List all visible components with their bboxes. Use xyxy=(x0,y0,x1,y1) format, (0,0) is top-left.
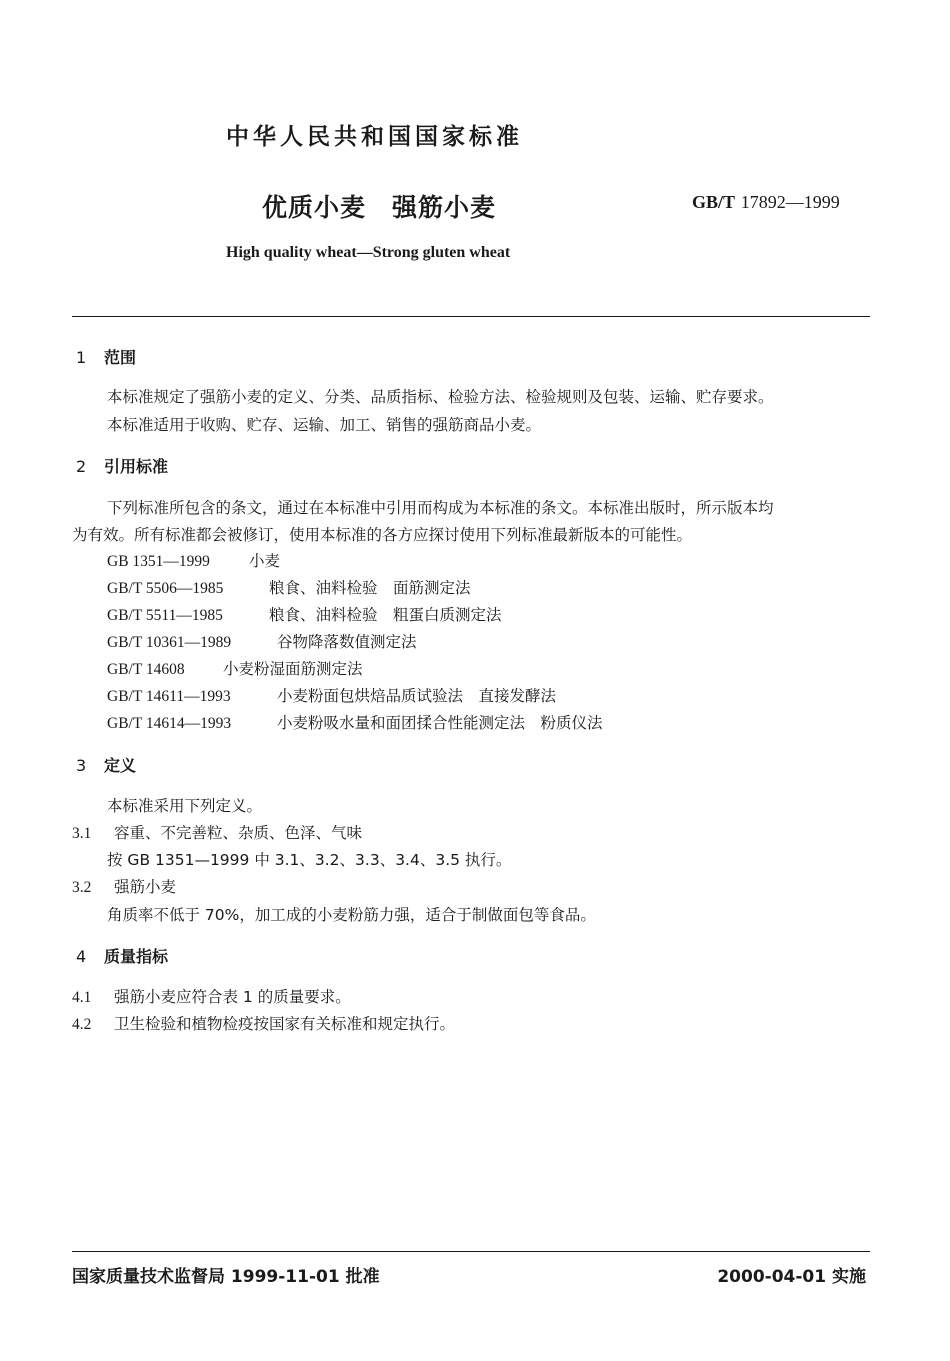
section-1-title: 范围 xyxy=(104,348,137,367)
section-3-intro: 本标准采用下列定义。 xyxy=(107,797,263,815)
reference-item xyxy=(107,549,280,571)
reference-title: 粮食、油料检验 面筋测定法 xyxy=(269,579,471,597)
reference-item xyxy=(107,711,603,733)
title-part1: 优质小麦 xyxy=(262,193,367,222)
section-1-para-2: 本标准适用于收购、贮存、运输、加工、销售的强筋商品小麦。 xyxy=(107,416,542,434)
section-1-heading xyxy=(76,345,136,368)
section-2-heading xyxy=(76,454,168,477)
reference-code: GB/T 14614—1993 xyxy=(107,715,232,732)
clause-4-1-text: 强筋小麦应符合表 1 的质量要求。 xyxy=(114,988,351,1006)
section-4-title: 质量指标 xyxy=(104,947,169,966)
section-3-title: 定义 xyxy=(104,756,137,775)
reference-item xyxy=(107,657,363,679)
reference-title: 谷物降落数值测定法 xyxy=(277,633,417,651)
reference-item xyxy=(107,630,417,652)
definition-3-1-body: 按 GB 1351—1999 中 3.1、3.2、3.3、3.4、3.5 执行。 xyxy=(107,851,512,869)
reference-code: GB/T 5506—1985 xyxy=(107,580,224,597)
reference-item xyxy=(107,684,556,706)
standard-code-prefix: GB/T xyxy=(692,192,736,212)
definition-3-1-num: 3.1 xyxy=(72,825,92,842)
english-title: High quality wheat—Strong gluten wheat xyxy=(226,244,511,261)
header-divider xyxy=(72,316,870,317)
title-part2: 强筋小麦 xyxy=(392,193,497,222)
document-title xyxy=(262,188,496,224)
section-2-num: 2 xyxy=(76,457,87,476)
definition-3-2-title: 强筋小麦 xyxy=(114,878,177,896)
section-1-para-1: 本标准规定了强筋小麦的定义、分类、品质指标、检验方法、检验规则及包装、运输、贮存要求。 xyxy=(107,388,774,406)
standard-code xyxy=(692,192,840,213)
clause-4-1-num: 4.1 xyxy=(72,989,92,1006)
reference-title: 小麦 xyxy=(249,552,281,570)
section-2-intro-line-2: 为有效。所有标准都会被修订，使用本标准的各方应探讨使用下列标准最新版本的可能性。 xyxy=(72,526,693,544)
definition-3-1-heading xyxy=(72,821,362,843)
section-2-title: 引用标准 xyxy=(104,457,169,476)
clause-4-2 xyxy=(72,1012,455,1034)
reference-code: GB 1351—1999 xyxy=(107,553,210,570)
reference-item xyxy=(107,603,502,625)
clause-4-2-num: 4.2 xyxy=(72,1016,92,1033)
section-3-num: 3 xyxy=(76,756,87,775)
section-2-intro-line-1: 下列标准所包含的条文，通过在本标准中引用而构成为本标准的条文。本标准出版时，所示版本均 xyxy=(107,499,774,517)
reference-code: GB/T 14611—1993 xyxy=(107,688,231,705)
definition-3-2-num: 3.2 xyxy=(72,879,92,896)
definition-3-2-heading xyxy=(72,875,176,897)
section-3-heading xyxy=(76,753,136,776)
approval-date: 国家质量技术监督局 1999-11-01 批准 xyxy=(72,1267,380,1287)
section-4-num: 4 xyxy=(76,947,87,966)
reference-code: GB/T 10361—1989 xyxy=(107,634,232,651)
definition-3-1-title: 容重、不完善粒、杂质、色泽、气味 xyxy=(114,824,363,842)
reference-title: 粮食、油料检验 粗蛋白质测定法 xyxy=(269,606,502,624)
reference-code: GB/T 14608 xyxy=(107,661,185,678)
reference-item xyxy=(107,576,471,598)
reference-title: 小麦粉面包烘焙品质试验法 直接发酵法 xyxy=(277,687,557,705)
definition-3-2-body: 角质率不低于 70%，加工成的小麦粉筋力强，适合于制做面包等食品。 xyxy=(107,906,596,924)
issuing-authority: 中华人民共和国国家标准 xyxy=(226,124,523,150)
standard-code-number: 17892—1999 xyxy=(740,192,840,212)
clause-4-1 xyxy=(72,985,351,1007)
reference-title: 小麦粉吸水量和面团揉合性能测定法 粉质仪法 xyxy=(277,714,603,732)
clause-4-2-text: 卫生检验和植物检疫按国家有关标准和规定执行。 xyxy=(114,1015,456,1033)
reference-code: GB/T 5511—1985 xyxy=(107,607,223,624)
section-4-heading xyxy=(76,944,168,967)
section-1-num: 1 xyxy=(76,348,87,367)
effective-date: 2000-04-01 实施 xyxy=(717,1267,866,1287)
footer-divider xyxy=(72,1251,870,1252)
reference-title: 小麦粉湿面筋测定法 xyxy=(223,660,363,678)
